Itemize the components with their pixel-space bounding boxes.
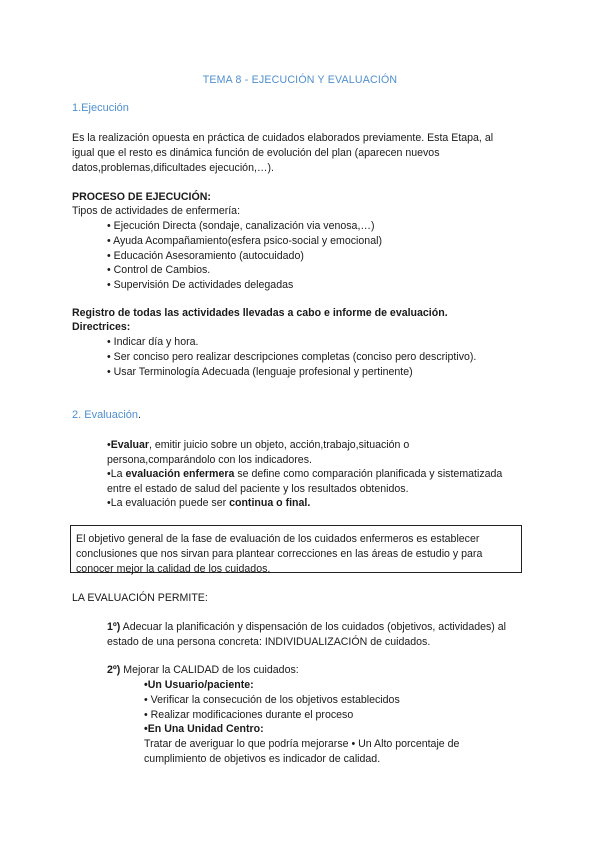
section-heading-text: 2. Evaluación	[72, 409, 139, 421]
enfermera-text: se define como comparación planificada y sistematizada	[234, 468, 503, 480]
enfermera-prefix: •La	[107, 468, 126, 480]
box-line: conocer mejor la calidad de los cuidados.	[76, 562, 271, 575]
item-text: Mejorar la CALIDAD de los cuidados:	[120, 664, 299, 676]
enfermera-definition	[107, 467, 547, 497]
page-title: TEMA 8 - EJECUCIÓN Y EVALUACIÓN	[202, 74, 398, 86]
unidad-line: cumplimiento de objetivos es indicador de calidad.	[144, 752, 381, 765]
continua-term: continua o final.	[229, 497, 311, 509]
list-item: • Verificar la consecución de los objetivos establecidos	[144, 693, 400, 706]
permite-item-1	[107, 620, 547, 650]
item-line: estado de una persona concreta: INDIVIDUALIZACIÓN de cuidados.	[107, 635, 431, 648]
list-item: • Indicar día y hora.	[107, 336, 199, 348]
enfermera-term: evaluación enfermera	[125, 468, 235, 480]
list-item: • Control de Cambios.	[107, 264, 211, 277]
process-heading: PROCESO DE EJECUCIÓN:	[72, 191, 211, 203]
item-line	[107, 620, 547, 635]
permite-item-2-details	[144, 678, 534, 767]
usuario-heading: •Un Usuario/paciente:	[144, 679, 254, 691]
intro-line: igual que el resto es dinámica función de evolución del plan (aparecen nuevos	[72, 146, 440, 159]
item-text: Adecuar la planificación y dispensación de los cuidados (objetivos, actividades) al	[120, 621, 507, 633]
evaluar-term: Evaluar	[110, 439, 149, 451]
list-item: • Usar Terminología Adecuada (lenguaje profesional y pertinente)	[107, 365, 413, 378]
list-item: • Supervisión De actividades delegadas	[107, 279, 294, 292]
registry-heading: Registro de todas las actividades llevadas a cabo e informe de evaluación.	[72, 307, 448, 319]
evaluar-definition	[107, 438, 537, 468]
unidad-heading: •En Una Unidad Centro:	[144, 723, 264, 736]
directrices-list	[107, 335, 476, 379]
item-number: 2º)	[107, 664, 121, 676]
intro-paragraph	[72, 131, 532, 175]
enfermera-line	[107, 467, 547, 482]
item-number: 1º)	[107, 621, 121, 633]
section-heading-period: .	[138, 409, 142, 421]
evaluar-line	[107, 438, 537, 453]
permite-item-2	[107, 663, 547, 678]
types-label: Tipos de actividades de enfermería:	[72, 205, 241, 217]
objective-box	[70, 525, 522, 573]
bullet: •	[107, 439, 111, 451]
continua-prefix: •La evaluación puede ser	[107, 497, 230, 509]
directrices-heading: Directrices:	[72, 321, 131, 333]
list-item: • Ejecución Directa (sondaje, canalización via venosa,…)	[107, 220, 375, 232]
section-heading-ejecucion: 1.Ejecución	[72, 102, 129, 114]
box-line: conclusiones que nos sirvan para plantear correcciones en las áreas de estudio y para	[76, 547, 483, 560]
types-list	[107, 219, 382, 293]
permite-heading: LA EVALUACIÓN PERMITE:	[72, 592, 208, 604]
list-item: • Ayuda Acompañamiento(esfera psico-social y emocional)	[107, 234, 382, 247]
evaluar-line: persona,comparándolo con los indicadores.	[107, 453, 312, 466]
list-item: • Realizar modificaciones durante el proceso	[144, 708, 354, 721]
section-heading-evaluacion	[72, 408, 141, 423]
list-item: • Ser conciso pero realizar descripciones completas (conciso pero descriptivo).	[107, 350, 477, 363]
unidad-line: Tratar de averiguar lo que podría mejorarse • Un Alto porcentaje de	[144, 738, 460, 751]
intro-line: datos,problemas,dificultades ejecución,…).	[72, 161, 274, 174]
list-item: • Educación Asesoramiento (autocuidado)	[107, 249, 304, 262]
enfermera-line: entre el estado de salud del paciente y los resultados obtenidos.	[107, 482, 409, 495]
evaluar-text: , emitir juicio sobre un objeto, acción,trabajo,situación o	[149, 439, 410, 451]
intro-line: Es la realización opuesta en práctica de cuidados elaborados previamente. Esta Etapa, al	[72, 132, 494, 144]
continua-line	[107, 496, 547, 511]
box-line: El objetivo general de la fase de evaluación de los cuidados enfermeros es establecer	[76, 533, 480, 545]
